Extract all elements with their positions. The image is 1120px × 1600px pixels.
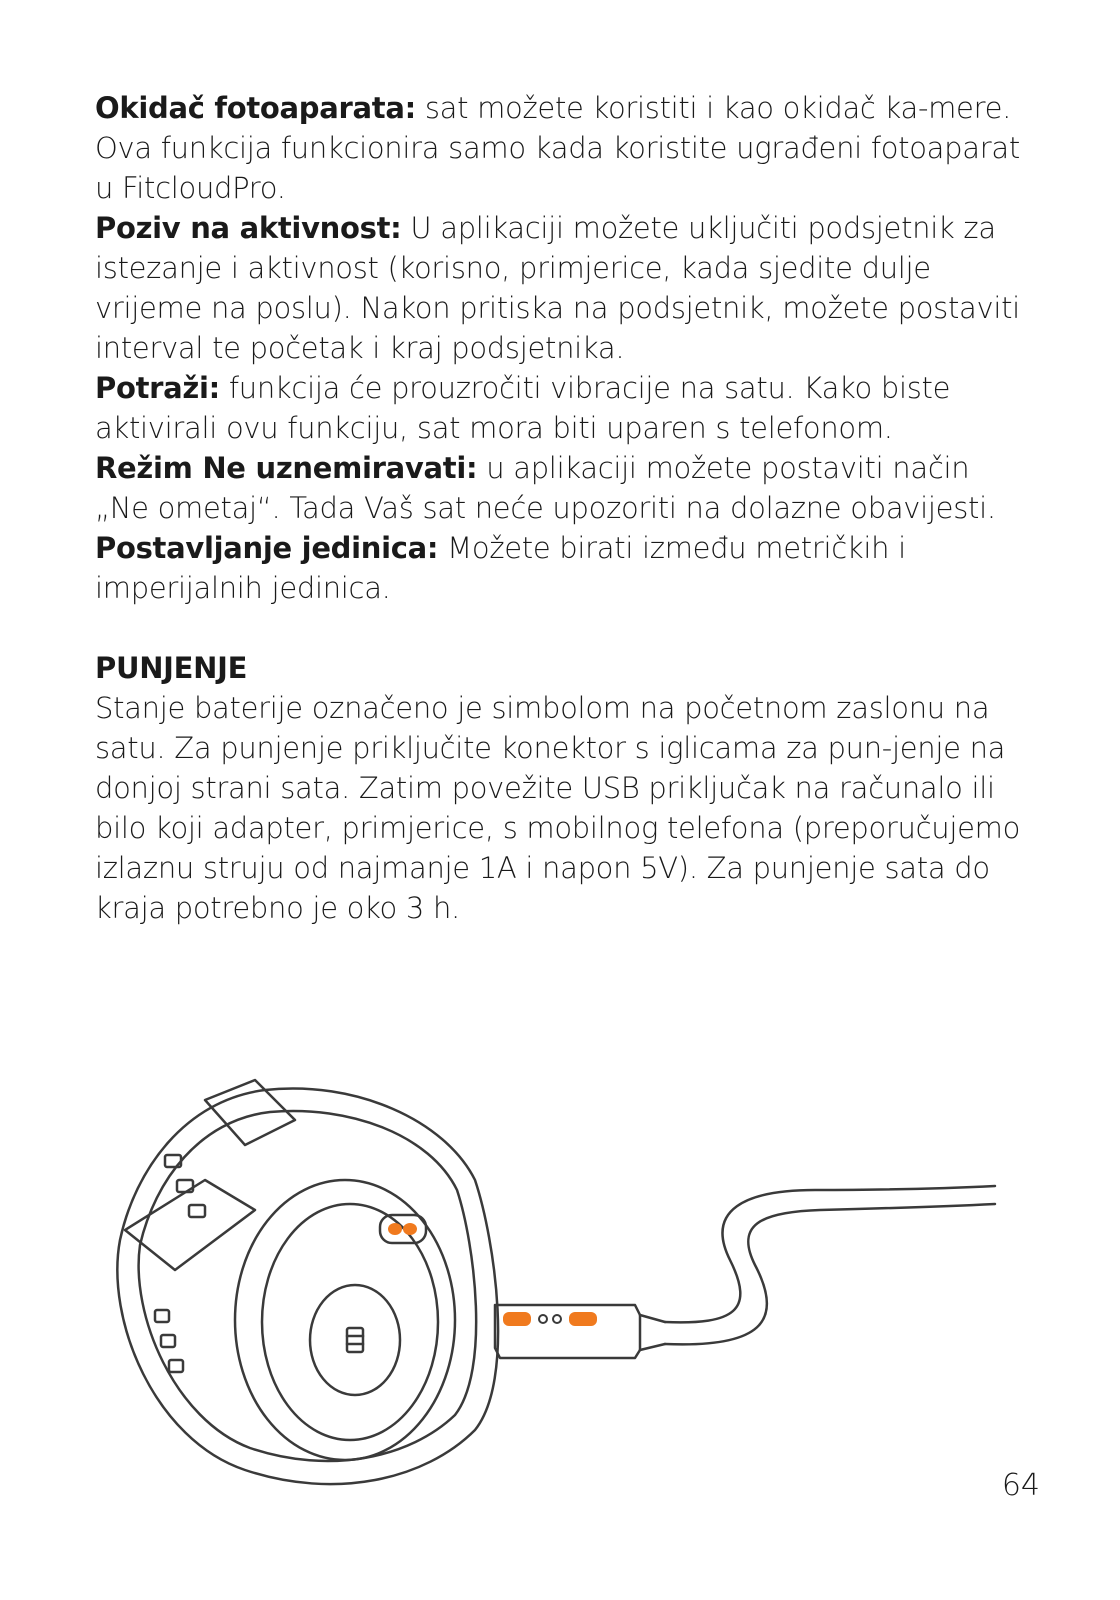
setting-term: Potraži: [95,371,220,405]
setting-find [95,368,1025,448]
connector-pin-left [503,1312,531,1326]
setting-activity-reminder [95,208,1025,368]
setting-description: U aplikaciji možete uključiti podsjetnik za istezanje i aktivnost (korisno, primjerice, kada sjedite dulje vrijeme na poslu). Nakon pritiska na podsjetnik, možete postaviti interval te početak i kraj podsjetnika. [95,211,1020,365]
setting-units [95,528,1025,608]
section-heading-charging: PUNJENJE [95,651,248,685]
setting-description: u aplikaciji možete postaviti način „Ne ometaj“. Tada Vaš sat neće upozoriti na dolazne obavijesti. [95,451,996,525]
connector-pin-right [569,1312,597,1326]
heart-rate-sensor [310,1285,400,1395]
setting-do-not-disturb [95,448,1025,528]
setting-description: funkcija će prouzročiti vibracije na satu. Kako biste aktivirali ovu funkciju, sat mora biti uparen s telefonom. [95,371,951,445]
setting-description: sat možete koristiti i kao okidač ka-mere. Ova funkcija funkcionira samo kada koristite ugrađeni fotoaparat u FitcloudPro. [95,91,1020,205]
setting-term: Poziv na aktivnost: [95,211,402,245]
charging-pin-left [388,1223,402,1235]
setting-term: Okidač fotoaparata: [95,91,416,125]
setting-term: Režim Ne uznemiravati: [95,451,478,485]
setting-camera-shutter [95,88,1025,208]
charging-pin-right [403,1223,417,1235]
charging-body: Stanje baterije označeno je simbolom na početnom zaslonu na satu. Za punjenje priključite konektor s iglicama za pun-jenje na donjoj strani sata. Zatim povežite USB priključak na računalo ili bilo koji adapter, primjerice, s mobilnog telefona (preporučujemo izlaznu struju od najmanje 1A i napon 5V). Za punjenje sata do kraja potrebno je oko 3 h. [95,691,1021,925]
setting-description: Možete birati između metričkih i imperijalnih jedinica. [95,531,906,605]
watch-charging-illustration [95,1060,1015,1490]
watch-case [235,1180,455,1460]
setting-term: Postavljanje jedinica: [95,531,439,565]
page-content [95,88,1025,928]
page-number: 64 [1001,1468,1040,1503]
